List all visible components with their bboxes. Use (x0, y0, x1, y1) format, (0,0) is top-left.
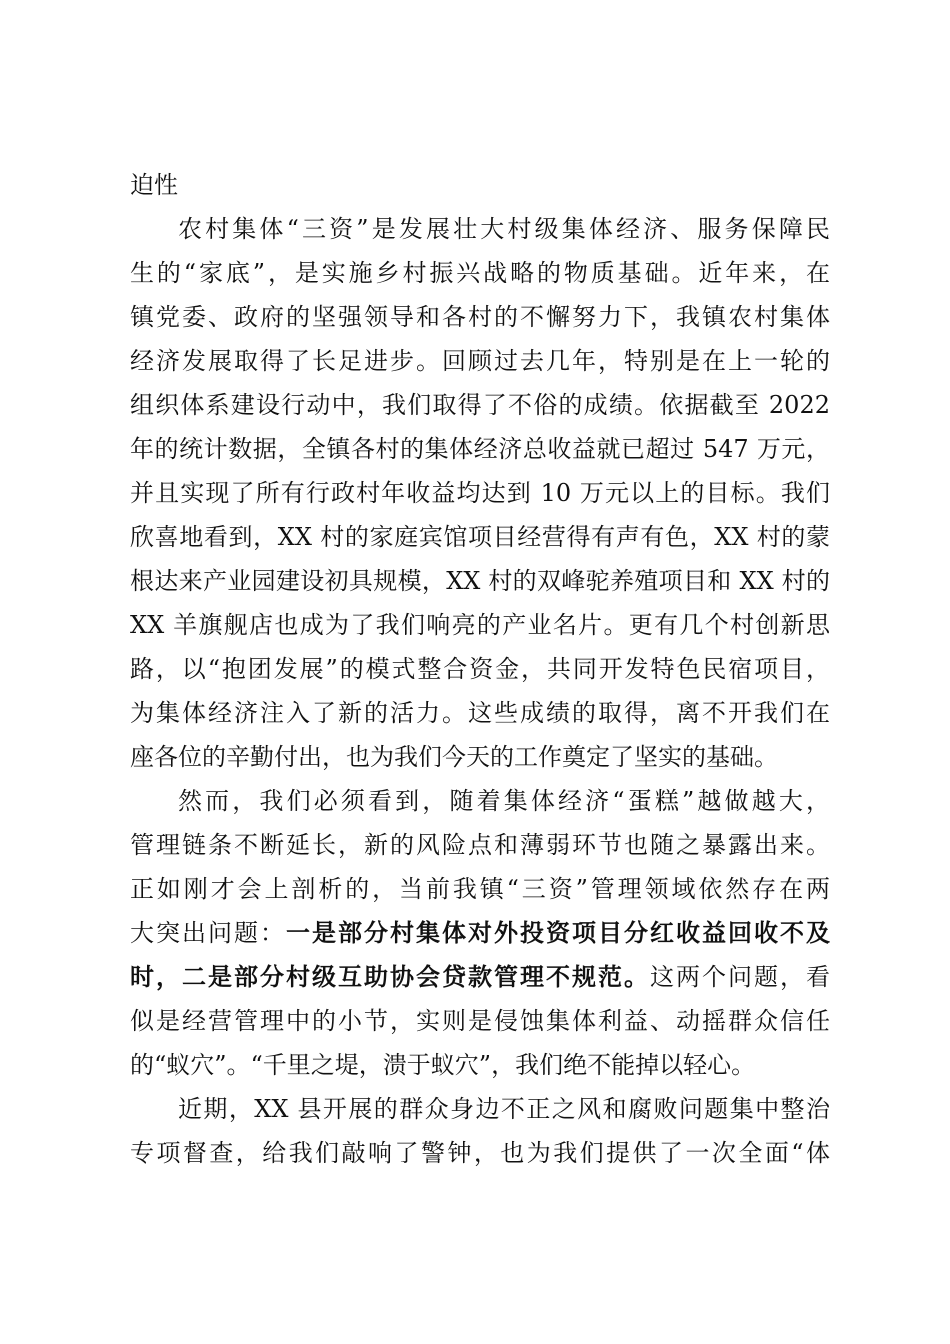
text-line: 迫性 (130, 171, 178, 199)
text-line: 管理链条不断延长，新的风险点和薄弱环节也随之暴露出来。 (130, 831, 830, 859)
bold-text-segment: 时，二是部分村级互助协会贷款管理不规范。 (130, 962, 650, 991)
text-line-mixed (130, 911, 830, 955)
text-segment: 大突出问题： (130, 919, 286, 947)
bold-text-segment: 一是部分村集体对外投资项目分红收益回收不及 (286, 918, 830, 947)
text-line: 似是经营管理中的小节，实则是侵蚀集体利益、动摇群众信任 (130, 1007, 830, 1035)
text-line: 为集体经济注入了新的活力。这些成绩的取得，离不开我们在 (130, 699, 830, 727)
paragraph-end-line: 的“蚁穴”。“千里之堤，溃于蚁穴”，我们绝不能掉以轻心。 (130, 1051, 756, 1079)
text-line: 组织体系建设行动中，我们取得了不俗的成绩。依据截至 2022 (130, 391, 830, 419)
text-line: 欣喜地看到，XX 村的家庭宾馆项目经营得有声有色，XX 村的蒙 (130, 523, 830, 551)
text-line: 正如刚才会上剖析的，当前我镇“三资”管理领域依然存在两 (130, 875, 830, 903)
document-body (130, 163, 830, 1175)
text-line-mixed (130, 955, 830, 999)
paragraph-start-line: 然而，我们必须看到，随着集体经济“蛋糕”越做越大， (178, 787, 830, 815)
text-line: 生的“家底”，是实施乡村振兴战略的物质基础。近年来，在 (130, 259, 830, 287)
text-line: 路，以“抱团发展”的模式整合资金，共同开发特色民宿项目， (130, 655, 830, 683)
text-line: 根达来产业园建设初具规模，XX 村的双峰驼养殖项目和 XX 村的 (130, 567, 830, 595)
paragraph-start-line: 近期，XX 县开展的群众身边不正之风和腐败问题集中整治 (178, 1095, 830, 1123)
text-line: 经济发展取得了长足进步。回顾过去几年，特别是在上一轮的 (130, 347, 830, 375)
text-line: XX 羊旗舰店也成为了我们响亮的产业名片。更有几个村创新思 (130, 611, 830, 639)
paragraph-start-line: 农村集体“三资”是发展壮大村级集体经济、服务保障民 (178, 215, 830, 243)
text-line: 专项督查，给我们敲响了警钟，也为我们提供了一次全面“体 (130, 1139, 830, 1167)
paragraph-end-line: 座各位的辛勤付出，也为我们今天的工作奠定了坚实的基础。 (130, 743, 778, 771)
text-line: 年的统计数据，全镇各村的集体经济总收益就已超过 547 万元， (130, 435, 830, 463)
text-line: 并且实现了所有行政村年收益均达到 10 万元以上的目标。我们 (130, 479, 830, 507)
text-line: 镇党委、政府的坚强领导和各村的不懈努力下，我镇农村集体 (130, 303, 830, 331)
text-segment: 这两个问题，看 (650, 963, 830, 991)
